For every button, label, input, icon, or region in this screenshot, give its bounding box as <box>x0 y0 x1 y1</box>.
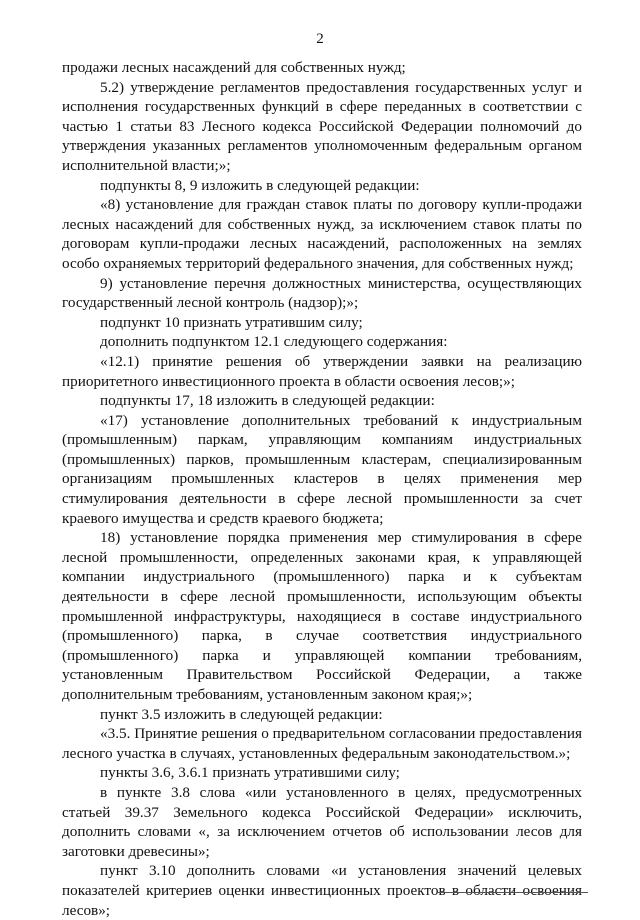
paragraph: подпункт 10 признать утратившим силу; <box>100 313 363 331</box>
paragraph: продажи лесных насаждений для собственных нужд; <box>62 59 406 76</box>
paragraph: «12.1) принятие решения об утверждении заявки на реализацию приоритетного инвестиционного проекта в области освоения лесов;»; <box>62 352 582 390</box>
paragraph: 18) установление порядка применения мер стимулирования в сфере лесной промышленности, определенных законами края, к управляющей компании индустриального (промышленного) парка и к субъектам деятельности в сфере лесной промышленности, использующим объекты промышленной инфраструктуры, находящиеся в составе индустриального (промышленного) парка, в случае соответствия индустриального (промышленного) парка и управляющей компании требованиям, установленным Правительством Российской Федерации, а также дополнительным требованиям, установленным законом края;»; <box>62 529 582 703</box>
paragraph: 9) установление перечня должностных министерства, осуществляющих государственный лесной контроль (надзор);»; <box>62 274 582 312</box>
paragraph: 5.2) утверждение регламентов предоставления государственных услуг и исполнения государственных функций в сфере переданных в соответствии с частью 1 статьи 83 Лесного кодекса Российской Федерации полномочий до утверждения указанных регламентов уполномоченным федеральным органом исполнительной власти;»; <box>62 78 582 174</box>
paragraph: пункт 3.10 дополнить словами «и установления значений целевых показателей критериев оценки инвестиционных проектов в области освоения лесов»; <box>62 862 582 919</box>
paragraph: подпункты 17, 18 изложить в следующей редакции: <box>100 392 435 410</box>
paragraph: подпункты 8, 9 изложить в следующей редакции: <box>100 176 420 194</box>
paragraph: в пункте 3.8 слова «или установленного в целях, предусмотренных статьей 39.37 Земельного кодекса Российской Федерации» исключить, дополнить словами «, за исключением отчетов об использовании лесов для заготовки древесины»; <box>62 783 582 860</box>
page-number: 2 <box>316 31 324 47</box>
paragraph: пункт 3.5 изложить в следующей редакции: <box>100 705 383 723</box>
paragraph: «17) установление дополнительных требований к индустриальным (промышленным) паркам, управляющим компаниям индустриальных (промышленных) парков, промышленным кластерам, специализированным организациям промышленных кластеров в целях применения мер стимулирования деятельности в сфере лесной промышленности за счет краевого имущества и средств краевого бюджета; <box>62 411 582 527</box>
paragraph: пункты 3.6, 3.6.1 признать утратившими силу; <box>100 764 400 782</box>
footer-divider <box>438 892 588 893</box>
paragraph: «8) установление для граждан ставок платы по договору купли-продажи лесных насаждений для собственных нужд, за исключением ставок платы по договорам купли-продажи лесных насаждений, расположенных на землях особо охраняемых территорий федерального значения, для собственных нужд; <box>62 196 582 272</box>
document-body <box>62 58 582 920</box>
paragraph: дополнить подпунктом 12.1 следующего содержания: <box>100 333 448 351</box>
paragraph: «3.5. Принятие решения о предварительном согласовании предоставления лесного участка в случаях, установленных федеральным законодательством.»; <box>62 725 582 762</box>
